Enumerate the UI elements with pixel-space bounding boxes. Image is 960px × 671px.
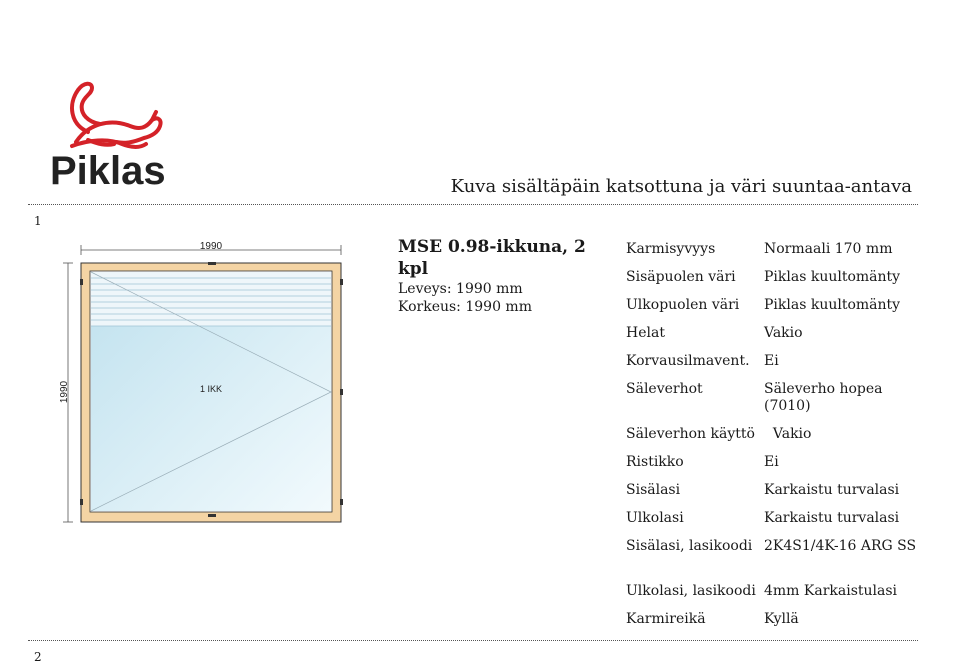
spec-value: Säleverho hopea (7010) <box>764 381 883 414</box>
spec-row <box>626 426 926 454</box>
width-line: Leveys: 1990 mm <box>398 281 523 297</box>
spec-row <box>626 297 926 325</box>
spec-value: Piklas kuultomänty <box>764 269 901 285</box>
spec-value: Ei <box>764 353 779 369</box>
product-title: MSE 0.98-ikkuna, 2 kpl <box>398 237 586 279</box>
spec-value: 4mm Karkaistulasi <box>764 583 898 599</box>
spec-row <box>626 611 926 639</box>
spec-label: Helat <box>626 325 665 341</box>
divider <box>28 640 918 641</box>
product-info <box>398 236 613 316</box>
sash-label: 1 IKK <box>199 384 223 394</box>
spec-value: Karkaistu turvalasi <box>764 482 900 498</box>
spec-value: Vakio <box>764 325 803 341</box>
spec-label: Ulkolasi <box>626 510 684 526</box>
spec-value: 2K4S1/4K-16 ARG SS <box>764 538 917 554</box>
spec-value: Ei <box>764 454 779 470</box>
spec-label: Sisälasi, lasikoodi <box>626 538 753 554</box>
spec-label: Säleverhot <box>626 381 703 397</box>
height-label: 1990 <box>59 380 70 404</box>
height-line: Korkeus: 1990 mm <box>398 299 532 315</box>
spec-value: Normaali 170 mm <box>764 241 893 257</box>
spec-label: Karmisyvyys <box>626 241 716 257</box>
spec-row <box>626 583 926 611</box>
spec-label: Säleverhon käyttö <box>626 426 755 442</box>
squirrel-logo-icon <box>48 74 178 192</box>
spec-label: Sisälasi <box>626 482 681 498</box>
spec-row <box>626 325 926 353</box>
spec-row <box>626 510 926 538</box>
spec-row <box>626 269 926 297</box>
window-drawing <box>55 234 355 534</box>
spec-value: Kyllä <box>764 611 799 627</box>
spec-label: Korvausilmavent. <box>626 353 750 369</box>
spec-value: Vakio <box>764 426 812 442</box>
specs-table <box>626 241 926 639</box>
piklas-logo <box>48 74 178 192</box>
logo-wordmark: Piklas <box>50 149 166 192</box>
item-number: 1 <box>34 214 42 228</box>
spec-row <box>626 381 926 426</box>
spec-label: Karmireikä <box>626 611 706 627</box>
spec-value: Karkaistu turvalasi <box>764 510 900 526</box>
venetian-blind <box>91 272 331 326</box>
spec-row <box>626 538 926 583</box>
spec-value: Piklas kuultomänty <box>764 297 901 313</box>
page-heading: Kuva sisältäpäin katsottuna ja väri suuntaa-antava <box>450 176 912 197</box>
width-label: 1990 <box>199 241 223 252</box>
spec-label: Ulkopuolen väri <box>626 297 740 313</box>
item-number: 2 <box>34 650 42 664</box>
spec-label: Ulkolasi, lasikoodi <box>626 583 756 599</box>
spec-row <box>626 241 926 269</box>
spec-row <box>626 353 926 381</box>
divider <box>28 204 918 205</box>
spec-label: Sisäpuolen väri <box>626 269 736 285</box>
spec-label: Ristikko <box>626 454 684 470</box>
spec-row <box>626 454 926 482</box>
spec-row <box>626 482 926 510</box>
